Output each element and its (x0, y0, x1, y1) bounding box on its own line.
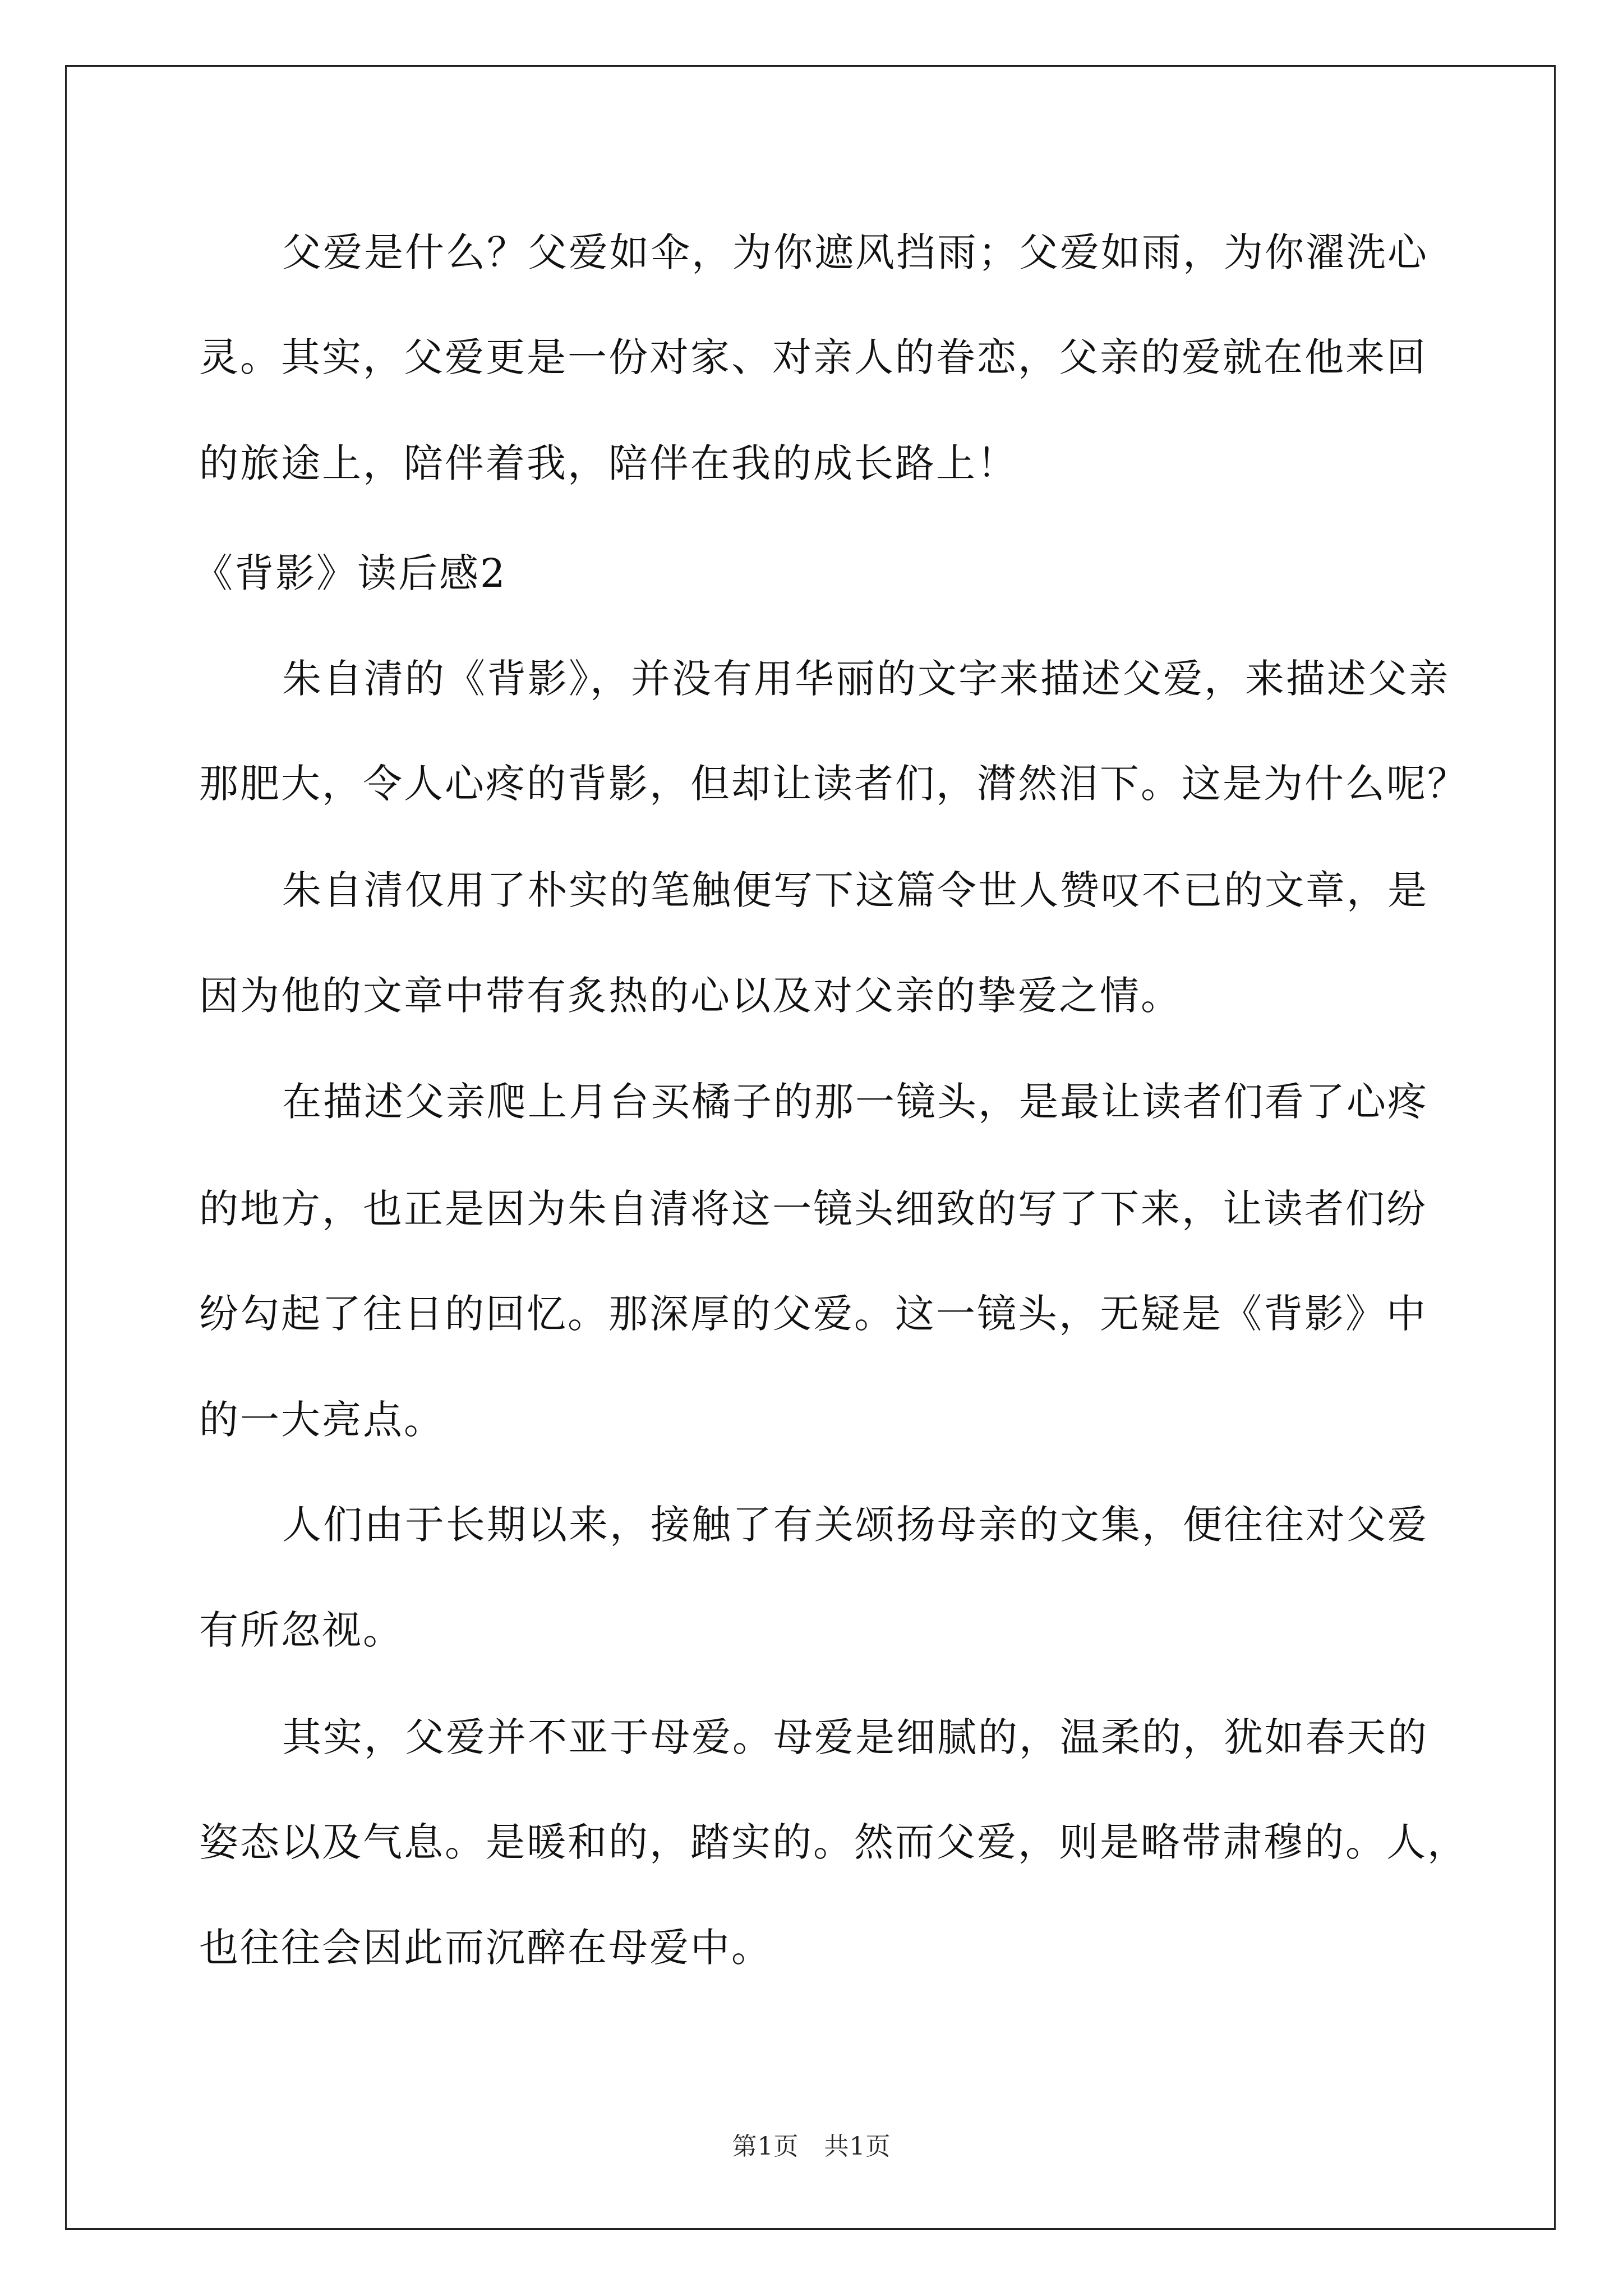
text-line: 也往往会因此而沉醉在母爱中。 (199, 1925, 772, 1971)
text-line: 朱自清仅用了朴实的笔触便写下这篇令世人赞叹不已的文章，是 (282, 867, 1428, 913)
text-line: 在描述父亲爬上月台买橘子的那一镜头，是最让读者们看了心疼 (282, 1079, 1428, 1125)
text-line: 灵。其实，父爱更是一份对家、对亲人的眷恋，父亲的爱就在他来回 (199, 334, 1427, 380)
page-number-footer: 第1页 共1页 (732, 2132, 891, 2161)
text-line: 纷勾起了往日的回忆。那深厚的父爱。这一镜头，无疑是《背影》中 (199, 1291, 1427, 1337)
text-line: 那肥大，令人心疼的背影，但却让读者们，潸然泪下。这是为什么呢？ (199, 761, 1468, 807)
page-border (65, 65, 1556, 2230)
text-line: 人们由于长期以来，接触了有关颂扬母亲的文集，便往往对父爱 (282, 1502, 1428, 1548)
text-line: 的旅途上，陪伴着我，陪伴在我的成长路上！ (199, 440, 1018, 486)
text-line: 因为他的文章中带有炙热的心以及对父亲的挚爱之情。 (199, 973, 1182, 1019)
text-line: 父爱是什么？父爱如伞，为你遮风挡雨；父爱如雨，为你濯洗心 (282, 229, 1428, 275)
text-line: 的一大亮点。 (199, 1397, 445, 1443)
text-line: 朱自清的《背影》，并没有用华丽的文字来描述父爱，来描述父亲 (282, 656, 1450, 702)
text-line: 其实，父爱并不亚于母爱。母爱是细腻的，温柔的，犹如春天的 (282, 1714, 1428, 1760)
text-line: 有所忽视。 (199, 1607, 404, 1653)
text-line: 姿态以及气息。是暖和的，踏实的。然而父爱，则是略带肃穆的。人， (199, 1819, 1468, 1865)
text-line: 的地方，也正是因为朱自清将这一镜头细致的写了下来，让读者们纷 (199, 1186, 1427, 1232)
section-heading: 《背影》读后感2 (193, 550, 507, 596)
